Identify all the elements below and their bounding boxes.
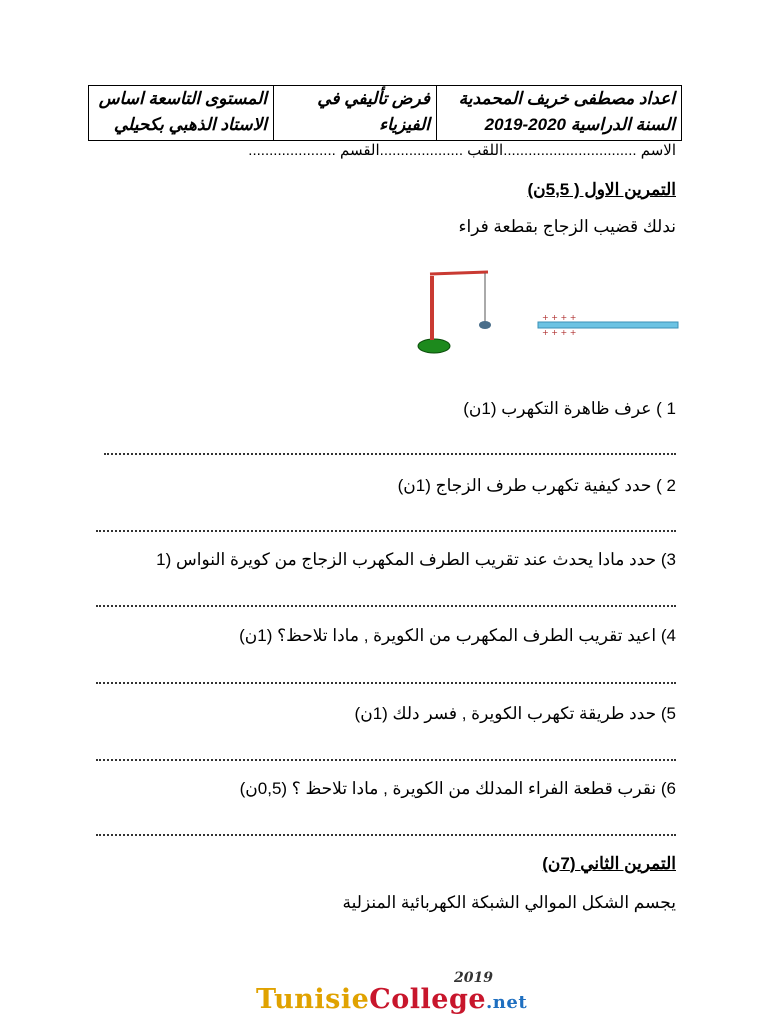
school-year-line: السنة الدراسية 2020-2019: [484, 115, 675, 134]
tunisiecollege-logo: [256, 970, 526, 1020]
header-author-cell: [437, 86, 682, 141]
question-6: 6) نقرب قطعة الفراء المدلك من الكويرة , مادا تلاحظ ؟ (0,5ن): [239, 779, 676, 798]
exercise2-intro: يجسم الشكل الموالي الشبكة الكهربائية المنزلية: [342, 893, 676, 912]
logo-year: 2019: [454, 970, 493, 986]
teacher-line: الاستاد الذهبي بكحيلي: [113, 115, 267, 134]
logo-part-net: .net: [486, 992, 528, 1013]
question-3: 3) حدد مادا يحدث عند تقريب الطرف المكهرب الزجاج من كويرة النواس (1: [156, 550, 676, 569]
rod-charges-top: + + + +: [542, 313, 577, 322]
exercise1-intro: ندلك قضيب الزجاج بقطعة فراء: [458, 217, 676, 236]
answer-line-1: [104, 443, 676, 455]
logo-part-college: College: [369, 984, 487, 1015]
answer-line-6: [96, 824, 676, 836]
question-2: 2 ) حدد كيفية تكهرب طرف الزجاج (1ن): [397, 476, 676, 495]
exam-type-line: فرض تأليفي في: [317, 89, 430, 108]
header-subject-cell: [274, 86, 437, 141]
exercise2-title: التمرين الثاني (7ن): [542, 854, 676, 873]
logo-part-tunisie: Tunisie: [256, 984, 370, 1015]
logo-text: [256, 984, 527, 1015]
answer-line-4: [96, 672, 676, 684]
stand-arm: [430, 272, 488, 274]
subject-line: الفيزياء: [379, 115, 430, 134]
student-info-line: الاسم ................................اللقب ....................القسم .....................: [248, 142, 676, 159]
pendulum-apparatus-figure: [410, 262, 680, 358]
answer-line-2: [96, 520, 676, 532]
header-table: [88, 85, 682, 141]
answer-line-3: [96, 595, 676, 607]
answer-line-5: [96, 749, 676, 761]
rod-charges-bottom: + + + +: [542, 328, 577, 337]
exercise1-title: التمرين الاول ( 5,5ن): [527, 180, 676, 199]
stand-base: [418, 339, 450, 353]
author-line: اعداد مصطفى خريف المحمدية: [458, 89, 675, 108]
question-4: 4) اعيد تقريب الطرف المكهرب من الكويرة , مادا تلاحظ؟ (1ن): [239, 626, 676, 645]
pendulum-ball: [479, 321, 491, 329]
header-level-cell: [89, 86, 274, 141]
level-line: المستوى التاسعة اساس: [98, 89, 267, 108]
question-5: 5) حدد طريقة تكهرب الكويرة , فسر دلك (1ن): [354, 704, 676, 723]
question-1: 1 ) عرف ظاهرة التكهرب (1ن): [463, 399, 676, 418]
